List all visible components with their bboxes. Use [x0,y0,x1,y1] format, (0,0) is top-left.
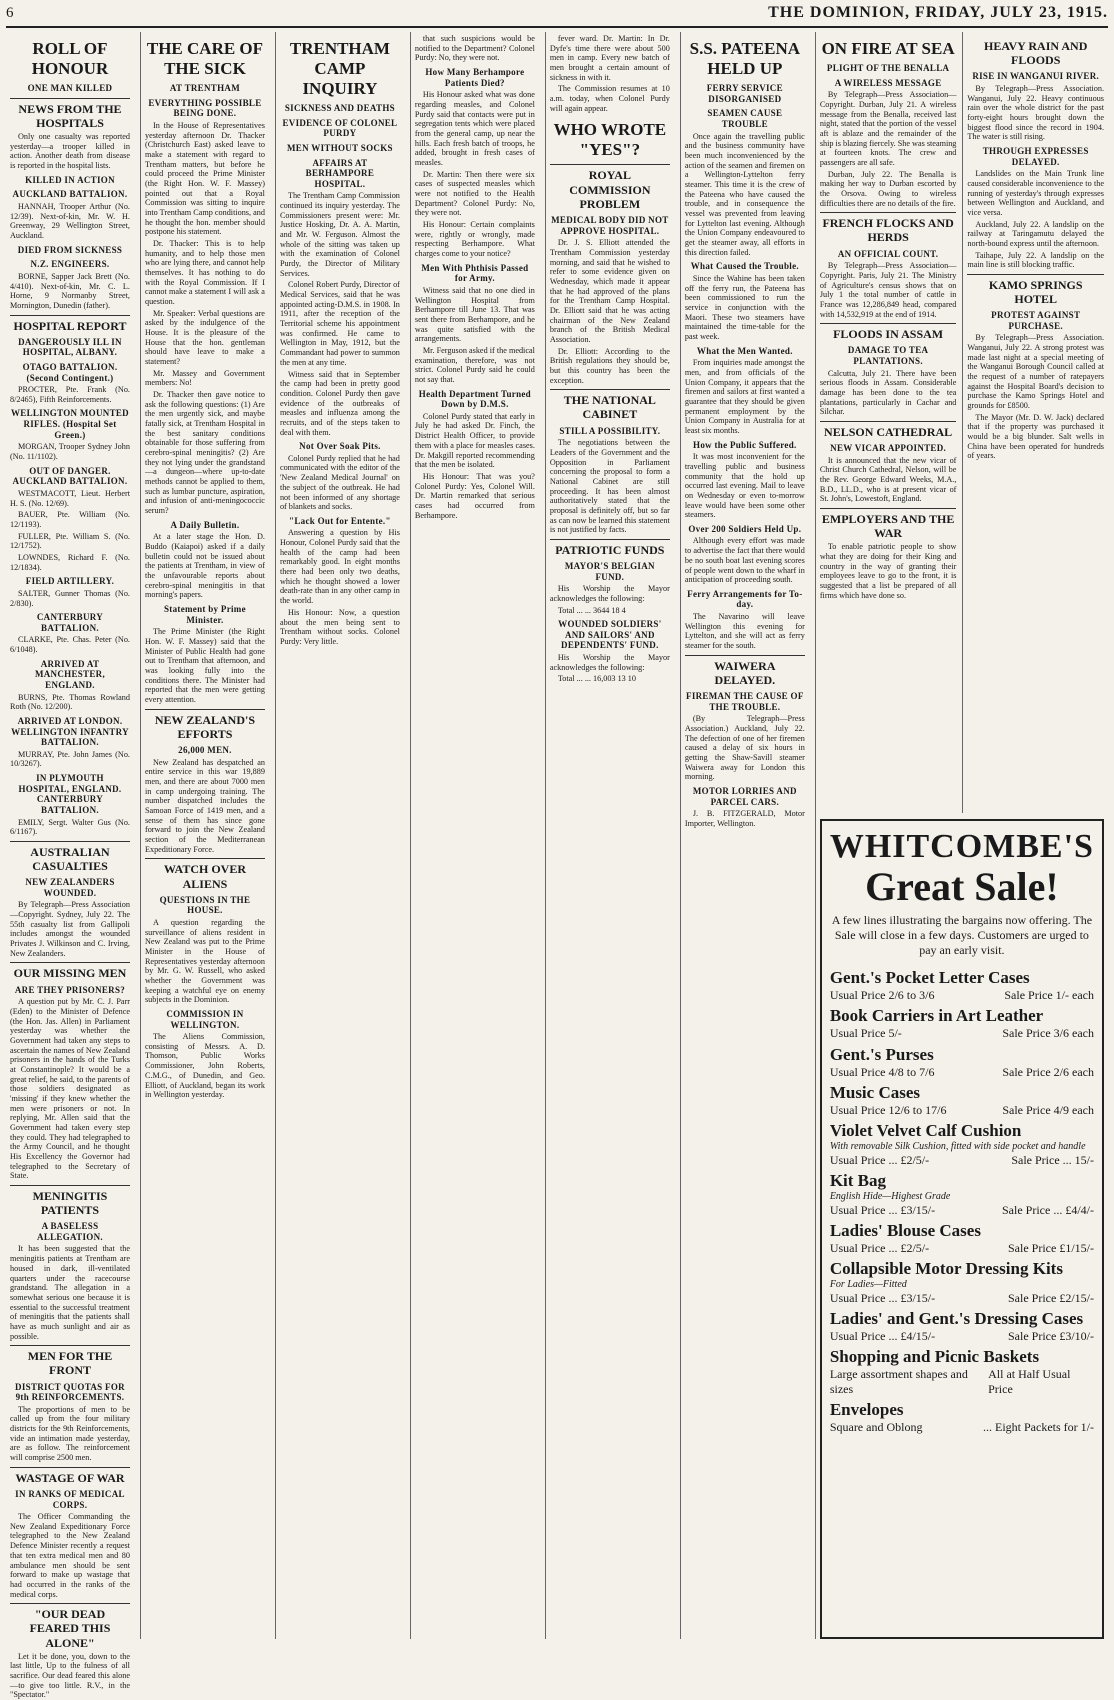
subheading: MEN WITHOUT SOCKS [287,142,393,153]
heading-wastage-of-war: WASTAGE OF WAR [10,1467,130,1485]
article-text: By Telegraph—Press Association—Copyright. Durban, July 21. A wireless message from the Benalla, received last night, stated that the portion of the vessel aft is ablaze and the remainder of the ship is blazing fiercely. She was steaming at fourteen knots. The crew and passengers are all safe. [819,90,957,167]
advert-item [830,1400,1094,1434]
heading-poem: "OUR DEAD FEARED THIS ALONE" [10,1603,130,1649]
heading-trentham-inquiry: TRENTHAM CAMP INQUIRY [289,39,390,99]
advert-headline: Great Sale! [865,864,1059,910]
advert-item-sale: Sale Price £2/15/- [1008,1290,1094,1305]
advert-item-usual: Square and Oblong [829,1419,923,1434]
article-text: At a later stage the Hon. D. Buddo (Kaiapoi) asked if a daily bulletin could not be issued about the patients at Trentham, in view of the unfavourable reports about cerebro-spinal meningitis in that morning's papers. [144,532,265,600]
article-text: It was most inconvenient for the travelling public and business community that the hold up occurred last evening. Mail to leave on Wednesday or even to-morrow leave would have been some other steamers. [684,452,805,520]
subheading: How the Public Suffered. [693,439,797,450]
advert-item-prices [830,1203,1094,1217]
article-text: Colonel Robert Purdy, Director of Medical Services, said that he was appointed acting-D.M.S. in 1908. In 1911, after the reception of the Territorial scheme his appointment was confirmed. He came to Wellington in May, 1912, but the Commandant had power to summon the men at any time. [279,280,400,367]
article-text: Calcutta, July 21. There have been serious floods in Assam. Considerable damage has been done to the tea plantations, particularly in Cachar and Silchar. [819,368,957,417]
subheading: A BASELESS ALLEGATION. [37,1221,103,1242]
subheading: AUCKLAND BATTALION. [12,189,128,200]
casualty-entry: MORGAN, Trooper Sydney John (No. 11/1102). [10,442,130,461]
heading-national-cabinet: THE NATIONAL CABINET [550,389,670,421]
whitcombes-advertisement [820,819,1104,1639]
article-text: Dr. Thacker then gave notice to ask the following questions: (1) Are the men urgently sick, and maybe fatally sick, at Trentham Hospital in the best sanitary conditions obtainable for those suffering from cerebro-spinal meningitis? (2) Are they not lying under the grandstand—a dungeon—where up-to-date methods cannot be applied to them, such as lumbar puncture, aspiration, and infusion of anti-meningococcic serum? [144,390,265,516]
subheading: DISTRICT QUOTAS FOR 9th REINFORCEMENTS. [15,1381,125,1403]
advert-item-prices [830,1153,1094,1167]
article-text: A question regarding the surveillance of aliens resident in New Zealand was put to the Prime Minister in the House of Representatives yesterday afternoon by Mr. G. W. Russell, who asked whether the Government was keeping a watchful eye on enemy subjects in the Dominion. [144,917,265,1005]
subheading: What Caused the Trouble. [690,261,799,272]
subheading: ARRIVED AT MANCHESTER, ENGLAND. [34,658,106,690]
article-text: Dr. Martin: Then there were six cases of suspected measles which were not notified to the Health Department? Colonel Purdy: No, they were not. [414,169,535,218]
advert-item-prices [830,1367,1094,1395]
article-text: Only one casualty was reported yesterday—a trooper killed in action. Another death from disease is reported in the hospital lists. [10,132,130,171]
advert-item-name: Gent.'s Pocket Letter Cases [829,968,1030,988]
advert-item [830,1083,1094,1117]
article-text: (By Telegraph—Press Association.) Auckland, July 22. The defection of one of her firemen caused a delay of six hours in getting the Shaw-Savill steamer Waiwera away for London this morning. [684,714,805,782]
article-text: His Honour: Now, a question about the men being sent to Trentham without socks. Colonel Purdy: Very little. [279,607,400,646]
article-text: that such suspicions would be notified to the Department? Colonel Purdy: No, they were not. [414,34,535,63]
subheading: NEW VICAR APPOINTED. [830,443,947,454]
advert-item-sale: Sale Price £3/10/- [1008,1329,1094,1344]
subheading: Health Department Turned Down by D.M.S. [418,388,531,410]
subheading: WELLINGTON MOUNTED RIFLES. (Hospital Set Green.) [10,408,129,440]
masthead-title: THE DOMINION, FRIDAY, JULY 23, 1915. [768,4,1108,21]
article-text: Dr. Thacker: This is to help humanity, and to help those men who are lying there, and cannot help themselves. It has nothing to do with the Royal Commission. If I cannot make a statement I will ask a question. [144,238,265,307]
article-text: Although every effort was made to advertise the fact that there would be no south boat last evening scores of people went down to the wharf in anticipation of proceeding south. [684,536,805,585]
advert-item-name: Book Carriers in Art Leather [829,1006,1044,1026]
article-text: The Aliens Commission, consisting of Messrs. A. D. Thomson, Public Works Commissioner, John Roberts, C.M.G., of Dunedin, and Geo. Elliott, of Auckland, began its work in Wellington yesterday. [144,1032,265,1100]
article-text: Dr. J. S. Elliott attended the Trentham Commission yesterday morning, and said that he wished to refer to some evidence given on Wednesday, which made it appear that he had approved of the plans for the Trentham Camp Hospital. Dr. Elliott said that he was acting chairman of the New Zealand branch of the British Medical Association. [549,238,670,344]
advert-item [830,1006,1094,1040]
advert-text: J. B. FITZGERALD, Motor Importer, Wellington. [684,809,805,828]
heading-missing-men: OUR MISSING MEN [10,962,130,980]
advert-item-sale: Sale Price ... 15/- [1011,1152,1094,1167]
subheading: SEAMEN CAUSE TROUBLE [707,108,783,129]
advert-item-sale: Sale Price ... £4/4/- [1002,1202,1094,1217]
column-2 [140,32,269,1639]
advert-item-list [830,968,1094,1434]
casualty-entry: FULLER, Pte. William S. (No. 12/1752). [10,531,130,551]
heading-heavy-rain: HEAVY RAIN AND FLOODS [984,39,1088,68]
advert-item-sale: All at Half Usual Price [988,1367,1071,1396]
casualty-entry: PROCTER, Pte. Frank (No. 8/2465), Fifth Reinforcements. [10,385,130,404]
subheading: ONE MAN KILLED [27,83,113,94]
subheading: OTAGO BATTALION. (Second Contingent.) [22,361,118,383]
advert-intro: A few lines illustrating the bargains now offering. The Sale will close in a few days. Customers are urged to pay an early visit. [831,913,1093,958]
subheading: Statement by Prime Minister. [164,604,246,625]
article-text: Mr. Ferguson asked if the medical examination, therefore, was not strict. Colonel Purdy said he could not say that. [414,345,535,384]
subheading: EVIDENCE OF COLONEL PURDY [282,117,398,139]
advert-item [830,1045,1094,1079]
subheading: EVERYTHING POSSIBLE BEING DONE. [148,97,262,119]
article-text: His Worship the Mayor acknowledges the following: [549,584,670,603]
advert-item-prices [830,1103,1094,1117]
article-text: It is announced that the new vicar of Christ Church Cathedral, Nelson, will be the Rev. George Edward Weeks, M.A., B.D., LL.D., who is at present vicar of St. John's, Lowestoft, England. [819,455,957,504]
heading-watch-aliens: WATCH OVER ALIENS [145,858,265,890]
subheading: Over 200 Soldiers Held Up. [688,523,802,534]
advert-item-name: Envelopes [829,1399,904,1419]
subheading: How Many Berhampore Patients Died? [425,67,525,88]
subheading: IN RANKS OF MEDICAL CORPS. [15,1488,125,1510]
advert-item [830,1171,1094,1217]
subheading: OUT OF DANGER. AUCKLAND BATTALION. [12,465,128,487]
heading-hospital-report: HOSPITAL REPORT [10,315,130,333]
advert-item-prices [830,1420,1094,1434]
advert-item-note: With removable Silk Cushion, fitted with side pocket and handle [829,1140,1086,1152]
subheading: DAMAGE TO TEA PLANTATIONS. [847,345,929,367]
article-text: Mr. Speaker: Verbal questions are asked by the indulgence of the House. It is the pleasure of the House that the hon. gentleman should have leave to make a statement? [144,308,265,367]
article-text: The Trentham Camp Commission continued its inquiry yesterday. The Commissioners present were: Mr. Justice Hosking, Dr. A. A. Martin, and Mr. W. Ferguson. Almost the whole of the sitting was taken up with the examination of Colonel Purdy, the Director of Military Services. [279,191,400,278]
advert-item-note: English Hide—Highest Grade [829,1190,951,1202]
article-text: The Navarino will leave Wellington this evening for Lyttelton, and she will act as ferry steamer for the south. [684,612,805,651]
article-text: His Honour: Certain complaints were, rightly or wrongly, made respecting Berhampore. What charges come to your notice? [414,219,535,258]
article-text: By Telegraph—Press Association—Copyright. Sydney, July 22. The 55th casualty list from Gallipoli includes amongst the wounded Privates J. Wilkinson and C. Irving, New Zealanders. [10,900,130,958]
subheading: WOUNDED SOLDIERS' AND SAILORS' AND DEPENDENTS' FUND. [558,619,662,651]
advert-item-usual: Usual Price ... £4/15/- [829,1329,936,1344]
article-text: Taihape, July 22. A landslip on the main line is still blocking traffic. [967,250,1104,270]
article-text: The negotiations between the Leaders of the Government and the Opposition in Parliament concerning the proposal to form a National Cabinet are still proceeding. It has been almost authoritatively stated that the proposal is definitely off, but so far as can now be learned this statement is not justified by facts. [549,438,670,535]
advert-item-usual: Usual Price 4/8 to 7/6 [829,1064,935,1079]
heading-pateena: S.S. PATEENA HELD UP [689,39,801,79]
advert-item [830,1347,1094,1395]
advert-item-sale: Sale Price 4/9 each [1002,1102,1094,1117]
article-text: Landslides on the Main Trunk line caused considerable inconvenience to the running of yesterday's through expresses between Wellington and Auckland, and vice versa. [967,169,1104,217]
subheading: CANTERBURY BATTALION. [36,612,104,633]
advert-item [830,1221,1094,1255]
advert-item-sale: ... Eight Packets for 1/- [983,1419,1094,1434]
advert-item-prices [830,1241,1094,1255]
article-text: The Commission resumes at 10 a.m. today, when Colonel Purdy will again appear. [549,84,670,113]
article-text: The Mayor (Mr. D. W. Jack) declared that if the property was purchased it would be a big blunder. Salt wells in China have been operated for hundreds of years. [967,412,1104,461]
subheading: ARRIVED AT LONDON. WELLINGTON INFANTRY BATTALION. [11,715,129,748]
casualty-entry: EMILY, Sergt. Walter Gus (No. 6/1167). [10,817,130,837]
advert-item-name: Kit Bag [829,1170,887,1190]
advert-brand: WHITCOMBE'S [829,828,1094,865]
article-text: In the House of Representatives yesterday afternoon Dr. Thacker (Christchurch East) asked leave to make a statement with regard to Trentham matters, but before he could proceed the Prime Minister (the Right Hon. W. F. Massey) pointed out that a Royal Commission was sitting to inquire into Trentham Camp conditions, and he thought the hon. member should postpone his statement. [144,120,265,237]
heading-australian-casualties: AUSTRALIAN CASUALTIES [10,841,130,873]
column-5 [545,32,674,1639]
advert-item-name: Gent.'s Purses [829,1044,934,1064]
subheading: PLIGHT OF THE BENALLA [826,63,950,74]
article-text: Witness said that no one died in Wellington Hospital from Berhampore till June 13. That was sent there from Berhampore, and he was quite satisfied with the arrangements. [414,285,535,344]
article-text: His Honour: That was you? Colonel Purdy: Yes, Colonel Will. Dr. Martin remarked that serious cases had occurred from Berhampore. [414,471,535,520]
subheading: A WIRELESS MESSAGE [834,77,942,88]
subheading: "Lack Out for Entente." [289,515,391,526]
heading-floods-assam: FLOODS IN ASSAM [820,323,957,341]
columns [6,32,1108,1700]
casualty-entry: SALTER, Gunner Thomas (No. 2/830). [10,588,130,608]
article-text: A question put by Mr. C. J. Parr (Eden) to the Minister of Defence (the Hon. Jas. Allen) in Parliament yesterday was whether the Government had taken any steps to ascertain the names of New Zealand prisoners in the hands of the Turks at Constantinople? It would be a great relief, he said, to the parents of those soldiers designated as 'missing' if they knew whether the men were prisoners or not. In replying, Mr. Allen said that the Government had taken every step they could. They had telegraphed to the Army Council, and he thought His Excellency the Governor had telegraphed to the Secretary of State. [10,997,130,1181]
column-6 [680,32,809,1639]
subheading: Men With Phthisis Passed for Army. [421,262,529,284]
subheading: SICKNESS AND DEATHS [284,103,395,114]
subheading: IN PLYMOUTH HOSPITAL, ENGLAND. CANTERBURY BATTALION. [18,773,122,815]
column-7-8 [815,32,1108,1639]
heading-nz-efforts: NEW ZEALAND'S EFFORTS [145,709,265,741]
advert-item-prices [830,988,1094,1002]
advert-item-name: Violet Velvet Calf Cushion [829,1120,1022,1140]
article-text: His Worship the Mayor acknowledges the following: [549,653,670,672]
advert-item-name: Ladies' and Gent.'s Dressing Cases [829,1309,1084,1329]
subheading: FIELD ARTILLERY. [25,576,115,587]
subheading: What the Men Wanted. [696,345,793,356]
advert-item-prices [830,1329,1094,1343]
advert-item [830,1309,1094,1343]
article-text: The proportions of men to be called up from the four military districts for the 9th Reinforcements, vide an intimation made yesterday, are as follow. The reinforcement will comprise 2500 men. [10,1404,130,1463]
poem-text: Let it be done, you, down to the last little, Up to the fulness of all sacrifice. Our dead feared this alone—to give too little. R.V., in the "Spectator." [10,1651,130,1700]
article-text: Answering a question by His Honour, Colonel Purdy said that the health of the camp had been remarkably good. In eight months there had been only two deaths, which he thought showed a lower death-rate than in any other camp in the world. [279,528,400,606]
heading-kamo-springs: KAMO SPRINGS HOTEL [967,274,1104,306]
heading-waiwera: WAIWERA DELAYED. [685,655,805,687]
article-text: The Officer Commanding the New Zealand Expeditionary Force telegraphed to the New Zealand Defence Minister recently a request that ten extra medical men and 80 ambulance men should be sent forward to make up wastage that had occurred in the ranks of the medical corps. [10,1512,130,1599]
article-text: By Telegraph—Press Association. Wanganui, July 22. Heavy continuous rain over the whole district for the past forty-eight hours brought down the biggest flood since the record in 1904. The water is still rising. [967,83,1104,142]
advert-item-sale: Sale Price 2/6 each [1002,1064,1094,1079]
casualty-entry: MURRAY, Pte. John James (No. 10/3267). [10,749,130,769]
article-text: From inquiries made amongst the men, and from officials of the Union Company, it appears that the firemen and sailors at first wanted a guarantee that they should be given permanent employment by the Union Company in Australia for at least six months. [684,358,805,435]
subheading: THROUGH EXPRESSES DELAYED. [982,145,1089,167]
subheading: RISE IN WANGANUI RIVER. [972,71,1100,82]
advert-item-sale: Sale Price £1/15/- [1008,1240,1094,1255]
subheading: 26,000 MEN. [178,745,232,756]
subheading: Not Over Soak Pits. [299,441,381,452]
advert-item-usual: Usual Price ... £2/5/- [829,1152,930,1167]
casualty-entry: BORNE, Sapper Jack Brett (No. 4/410). Next-of-kin, Mr. C. L. Horne, 9 Normanby Street, Mornington, Dunedin (father). [10,271,130,310]
subheading: MEDICAL BODY DID NOT APPROVE HOSPITAL. [551,214,669,236]
column-3 [275,32,404,1639]
column-8 [962,32,1104,813]
heading-news-hospitals: NEWS FROM THE HOSPITALS [10,98,130,130]
advert-item [830,1121,1094,1167]
subheading: N.Z. ENGINEERS. [30,259,110,270]
advert-item-name: Ladies' Blouse Cases [829,1220,981,1240]
heading-care-of-sick: THE CARE OF THE SICK [146,39,264,79]
subheading: AT TRENTHAM [169,83,240,94]
advert-item-usual: Usual Price ... £2/5/- [829,1240,930,1255]
column-4 [410,32,539,1639]
heading-patriotic-funds: PATRIOTIC FUNDS [550,539,670,557]
column-1 [6,32,134,1700]
advert-item-prices [830,1026,1094,1040]
casualty-entry: CLARKE, Pte. Chas. Peter (No. 6/1048). [10,635,130,655]
heading-employers: EMPLOYERS AND THE WAR [820,508,957,540]
heading-french-flocks: FRENCH FLOCKS AND HERDS [820,212,957,244]
heading-royal-commission: ROYAL COMMISSION PROBLEM [550,164,670,210]
advert-item-usual: Usual Price 12/6 to 17/6 [829,1102,947,1117]
article-text: Once again the travelling public and the business community have been much inconvenienced by the action of the seamen and firemen on a Wellington-Lyttelton ferry steamer. This time it is the crew of the Pateena who have caused the trouble, and in consequence the vessel was prevented from leaving for Lyttelton last evening. Although the Union Company endeavoured to get the steamer away, all efforts in this direction failed. [684,131,805,257]
subheading: DANGEROUSLY ILL IN HOSPITAL, ALBANY. [18,336,122,358]
advert-item-usual: Large assortment shapes and sizes [829,1367,968,1396]
article-text: fever ward. Dr. Martin: In Dr. Dyfe's time there were about 500 men in camp. Every new batch of men brought a certain amount of sickness in with it. [549,34,670,82]
advert-item-usual: Usual Price 5/- [829,1026,902,1041]
article-text: Colonel Purdy stated that early in July he had asked Dr. Finch, the District Health Officer, to provide them with a place for measles cases. Dr. Makgill reported recommending that the men be isolated. [414,411,535,470]
subheading: NEW ZEALANDERS WOUNDED. [25,877,115,898]
article-text: New Zealand has despatched an entire service in this war 19,889 men, and there are about 7000 men in camp undergoing training. The number dispatched includes the Samoan Force of 1419 men, and a sense of them has since gone forward to join the New Zealand section of the Mediterranean Expeditionary Force. [144,757,265,854]
article-text: By Telegraph—Press Association. Wanganui, July 22. A strong protest was made last night at a special meeting of the Wanganui Borough Council called at the request of a number of ratepayers against the Hospital Board's decision to purchase the Kamo Springs Hotel and grounds for £8500. [967,333,1104,411]
fund-total: Total ... ... 16,003 13 10 [557,674,636,684]
subheading: KILLED IN ACTION [25,174,115,185]
article-text: To enable patriotic people to show what they are doing for their King and country in the way of granting their employees leave to go to the front, it is suggested that a list be prepared of all firms which have done so. [819,542,957,600]
casualty-entry: WESTMACOTT, Lieut. Herbert H. S. (No. 12/69). [10,488,130,508]
advert-item-name: Shopping and Picnic Baskets [829,1347,1040,1367]
column-7-8-top [820,32,1104,813]
subheading: DIED FROM SICKNESS [17,244,123,255]
masthead [6,4,1108,28]
subheading: PROTEST AGAINST PURCHASE. [991,310,1081,331]
advert-item-sale: Sale Price 1/- each [1004,988,1094,1003]
advert-item-note: For Ladies—Fitted [829,1279,907,1291]
advert-item-name: Music Cases [829,1082,921,1102]
casualty-entry: HANNAH, Trooper Arthur (No. 12/39). Next-of-kin, Mr. W. H. Greenway, 29 Wellington Street, Auckland. [10,201,130,240]
article-text: Mr. Massey and Government members: No! [144,368,265,388]
advert-item-sale: Sale Price 3/6 each [1002,1026,1094,1041]
article-text: Since the Wahine has been taken off the ferry run, the Pateena has been commissioned to run the service in conjunction with the Maori. These two steamers have maintained the time-table for the past week. [684,273,805,341]
casualty-entry: BAUER, Pte. William (No. 12/1193). [10,510,130,529]
advert-item-prices [830,1291,1094,1305]
casualty-entry: BURNS, Pte. Thomas Rowland Roth (No. 12/200). [10,692,130,712]
heading-men-for-front: MEN FOR THE FRONT [10,1345,130,1377]
heading-roll-of-honour: ROLL OF HONOUR [31,39,109,79]
page-number: 6 [6,5,14,21]
heading-fire-at-sea: ON FIRE AT SEA [821,39,955,58]
advert-heading: MOTOR LORRIES AND PARCEL CARS. [692,785,797,807]
advert-item-usual: Usual Price ... £3/15/- [829,1290,936,1305]
subheading: AN OFFICIAL COUNT. [837,248,939,259]
subheading: QUESTIONS IN THE HOUSE. [159,894,251,916]
article-text: Durban, July 22. The Benalla is making her way to Durban escorted by the Orsova. Owing to wireless difficulties there are no details of the fire. [819,169,957,208]
article-text: Dr. Elliott: According to the British regulations they should be, but this country has been the exception. [549,346,670,385]
advert-item [830,1259,1094,1305]
subheading: ARE THEY PRISONERS? [14,984,126,995]
subheading: STILL A POSSIBILITY. [559,425,661,436]
subheading: COMMISSION IN WELLINGTON. [166,1008,244,1030]
article-text: The Prime Minister (the Right Hon. W. F. Massey) said that the Minister of Public Health had gone out to Trentham that afternoon, and was looking fully into the conditions there. The Minister had reported that the men were getting every attention. [144,627,265,705]
subheading: FIREMAN THE CAUSE OF THE TROUBLE. [686,691,804,712]
subheading: MAYOR'S BELGIAN FUND. [564,561,655,582]
subheading: Ferry Arrangements for To-day. [687,588,803,610]
subheading: FERRY SERVICE DISORGANISED [706,83,783,104]
article-text: By Telegraph—Press Association—Copyright. Paris, July 21. The Ministry of Agriculture's census shows that on July 1 the total number of cattle in France was 12,286,849 head, compared with 14,532,919 at the end of 1914. [819,261,957,319]
article-text: It has been suggested that the meningitis patients at Trentham are housed in dark, ill-ventilated quarters under the racecourse grandstand. The allegation in a somewhat serious one because it is essential to the successful treatment of meningitis that the patients shall have as much sunlight and air as possible. [10,1244,130,1341]
advert-item-prices [830,1065,1094,1079]
article-text: His Honour asked what was done regarding measles, and Colonel Purdy said that contacts were put in segregation tents which were placed from the general camp, up near the hills. Each fresh batch of troops, he added, brought in fresh cases of measles. [414,90,535,167]
column-7 [820,32,957,813]
advert-item-usual: Usual Price 2/6 to 3/6 [829,988,935,1003]
heading-nelson-cathedral: NELSON CATHEDRAL [820,421,957,439]
article-text: Colonel Purdy replied that he had communicated with the editor of the 'New Zealand Medical Journal' on the subject of the outbreak. He had not been informed of any shortage of blankets and socks. [279,453,400,512]
subheading: A Daily Bulletin. [170,519,240,530]
subheading: AFFAIRS AT BERHAMPORE HOSPITAL. [305,157,375,189]
article-text: Witness said that in September the camp had been in pretty good condition. Colonel Purdy then gave evidence of the outbreaks of measles and influenza among the recruits, and of the steps taken to deal with them. [279,369,400,437]
advert-item-name: Collapsible Motor Dressing Kits [829,1259,1063,1279]
casualty-entry: LOWNDES, Richard F. (No. 12/1834). [10,552,130,572]
article-text: Auckland, July 22. A landslip on the railway at Taringamutu delayed the north-bound express until the afternoon. [967,219,1104,248]
advert-item-usual: Usual Price ... £3/15/- [829,1202,936,1217]
fund-total: Total ... ... 3644 18 4 [557,605,626,615]
heading-meningitis: MENINGITIS PATIENTS [10,1185,130,1217]
heading-who-wrote-yes: WHO WROTE "YES"? [553,120,667,160]
advert-item [830,968,1094,1002]
